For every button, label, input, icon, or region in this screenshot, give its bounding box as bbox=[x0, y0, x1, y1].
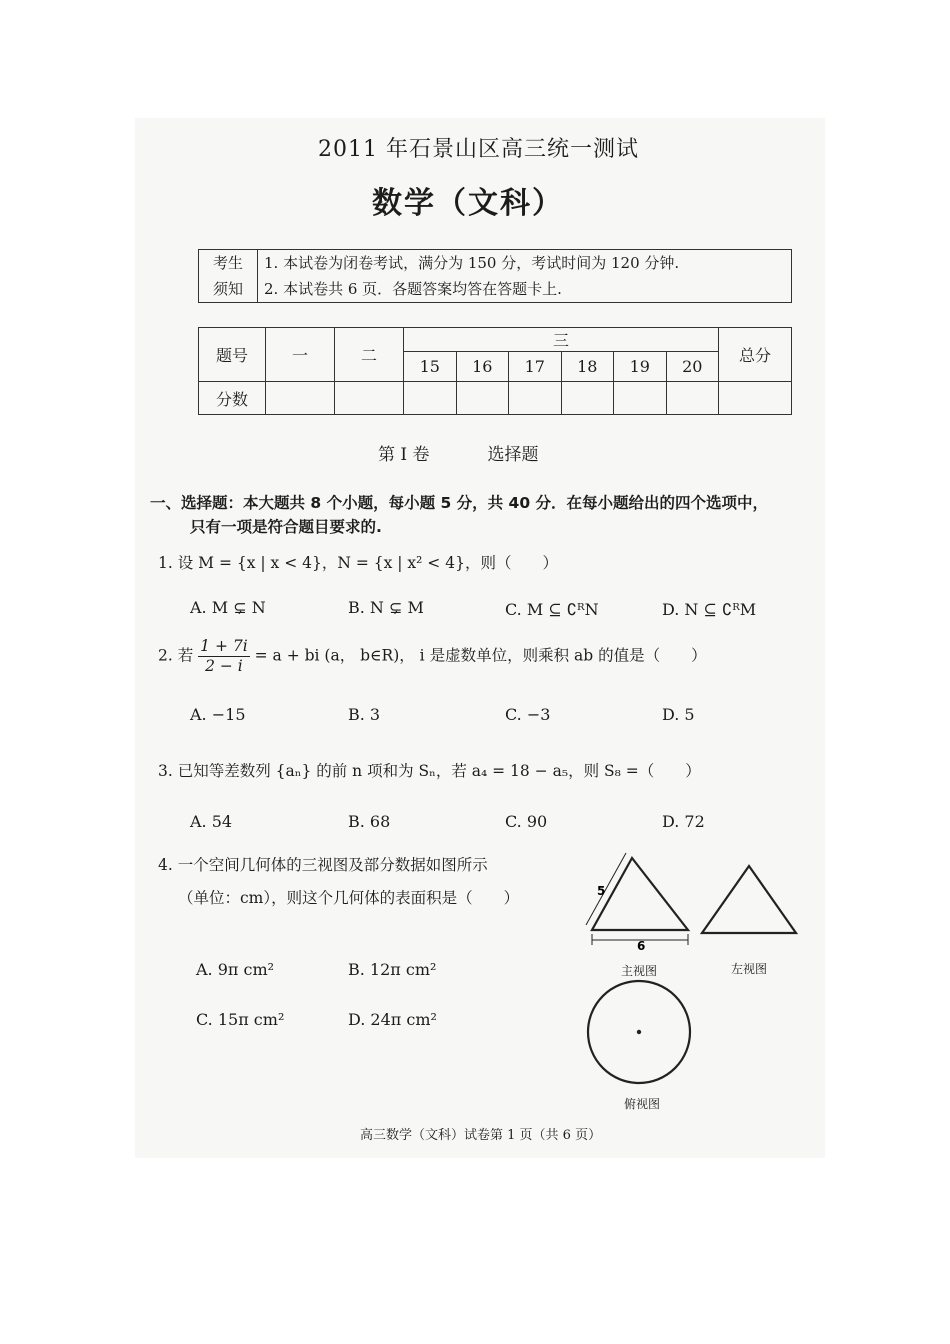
front-view-caption: 主视图 bbox=[621, 964, 658, 978]
q1-option-a: A. M ⊊ N bbox=[190, 598, 266, 617]
score-sub-17: 17 bbox=[509, 352, 562, 382]
score-row2-label: 分数 bbox=[199, 382, 266, 415]
notice-item-2: 2. 本试卷共 6 页．各题答案均答在答题卡上. bbox=[258, 276, 792, 303]
section-volume: 第 I 卷 bbox=[378, 445, 430, 465]
notice-label-line2: 须知 bbox=[212, 280, 243, 298]
score-table bbox=[198, 327, 792, 415]
q2-suffix: = a + bi (a， b∈R)， i 是虚数单位，则乘积 ab 的值是（ ） bbox=[254, 646, 707, 665]
q4-option-b: B. 12π cm² bbox=[348, 960, 437, 979]
q2-fraction bbox=[198, 637, 250, 676]
q1-stem: 1. 设 M = {x | x < 4}，N = {x | x² < 4}，则（ ） bbox=[158, 554, 558, 572]
score-sub-16: 16 bbox=[456, 352, 509, 382]
q2-numerator: 1 + 7i bbox=[200, 637, 248, 655]
notice-box bbox=[198, 249, 792, 303]
score-cell bbox=[614, 382, 667, 415]
q1-option-b: B. N ⊊ M bbox=[348, 598, 424, 617]
score-part-2: 二 bbox=[335, 328, 404, 382]
score-cell bbox=[666, 382, 719, 415]
notice-label bbox=[199, 250, 258, 303]
three-view-figure bbox=[575, 850, 815, 1120]
top-view-caption: 俯视图 bbox=[624, 1097, 661, 1111]
instructions-line2: 只有一项是符合题目要求的. bbox=[190, 518, 382, 536]
q3-option-b: B. 68 bbox=[348, 812, 391, 831]
score-part-1: 一 bbox=[266, 328, 335, 382]
q1-option-c: C. M ⊆ ∁ᴿN bbox=[505, 600, 599, 619]
q2-stem bbox=[158, 637, 707, 676]
q4-line1: 4. 一个空间几何体的三视图及部分数据如图所示 bbox=[158, 856, 488, 874]
q2-option-d: D. 5 bbox=[662, 705, 695, 724]
score-cell bbox=[266, 382, 335, 415]
top-view-center-dot bbox=[637, 1030, 641, 1034]
notice-label-line1: 考生 bbox=[212, 254, 243, 272]
score-row-label: 题号 bbox=[199, 328, 266, 382]
score-sub-19: 19 bbox=[614, 352, 667, 382]
score-part-3: 三 bbox=[404, 328, 719, 352]
side-dimension-line bbox=[586, 853, 626, 925]
left-view-caption: 左视图 bbox=[731, 962, 768, 976]
q3-option-a: A. 54 bbox=[190, 812, 233, 831]
instructions-line1: 一、选择题：本大题共 8 个小题，每小题 5 分，共 40 分．在每小题给出的四个选项中， bbox=[150, 494, 769, 512]
q2-denominator: 2 − i bbox=[205, 657, 243, 675]
q2-option-b: B. 3 bbox=[348, 705, 381, 724]
q2-option-c: C. −3 bbox=[505, 705, 551, 724]
score-sub-20: 20 bbox=[666, 352, 719, 382]
q2-option-a: A. −15 bbox=[190, 705, 246, 724]
side-length-label: 5 bbox=[597, 884, 606, 898]
notice-item-1: 1. 本试卷为闭卷考试，满分为 150 分，考试时间为 120 分钟. bbox=[258, 250, 792, 277]
q4-option-a: A. 9π cm² bbox=[196, 960, 275, 979]
score-cell bbox=[335, 382, 404, 415]
score-cell bbox=[509, 382, 562, 415]
base-length-label: 6 bbox=[637, 939, 646, 953]
subject-title: 数学（文科） bbox=[372, 186, 564, 221]
section-heading bbox=[378, 440, 539, 465]
score-total-label: 总分 bbox=[719, 328, 792, 382]
q3-option-c: C. 90 bbox=[505, 812, 548, 831]
q4-option-d: D. 24π cm² bbox=[348, 1010, 437, 1029]
q4-line2: （单位：cm），则这个几何体的表面积是（ ） bbox=[178, 889, 520, 907]
score-cell bbox=[404, 382, 457, 415]
page-footer: 高三数学（文科）试卷第 1 页（共 6 页） bbox=[360, 1128, 602, 1143]
score-sub-18: 18 bbox=[561, 352, 614, 382]
left-view-triangle bbox=[702, 866, 796, 933]
q3-option-d: D. 72 bbox=[662, 812, 705, 831]
score-cell bbox=[719, 382, 792, 415]
q4-option-c: C. 15π cm² bbox=[196, 1010, 285, 1029]
front-view-triangle bbox=[592, 858, 688, 930]
score-cell bbox=[561, 382, 614, 415]
score-cell bbox=[456, 382, 509, 415]
score-sub-15: 15 bbox=[404, 352, 457, 382]
section-type: 选择题 bbox=[487, 445, 539, 465]
exam-title: 2011 年石景山区高三统一测试 bbox=[318, 137, 639, 162]
q1-option-d: D. N ⊆ ∁ᴿM bbox=[662, 600, 757, 619]
q3-stem: 3. 已知等差数列 {aₙ} 的前 n 项和为 Sₙ，若 a₄ = 18 − a₅，则 S₈ =（ ） bbox=[158, 762, 701, 780]
q2-prefix: 2. 若 bbox=[158, 646, 194, 665]
